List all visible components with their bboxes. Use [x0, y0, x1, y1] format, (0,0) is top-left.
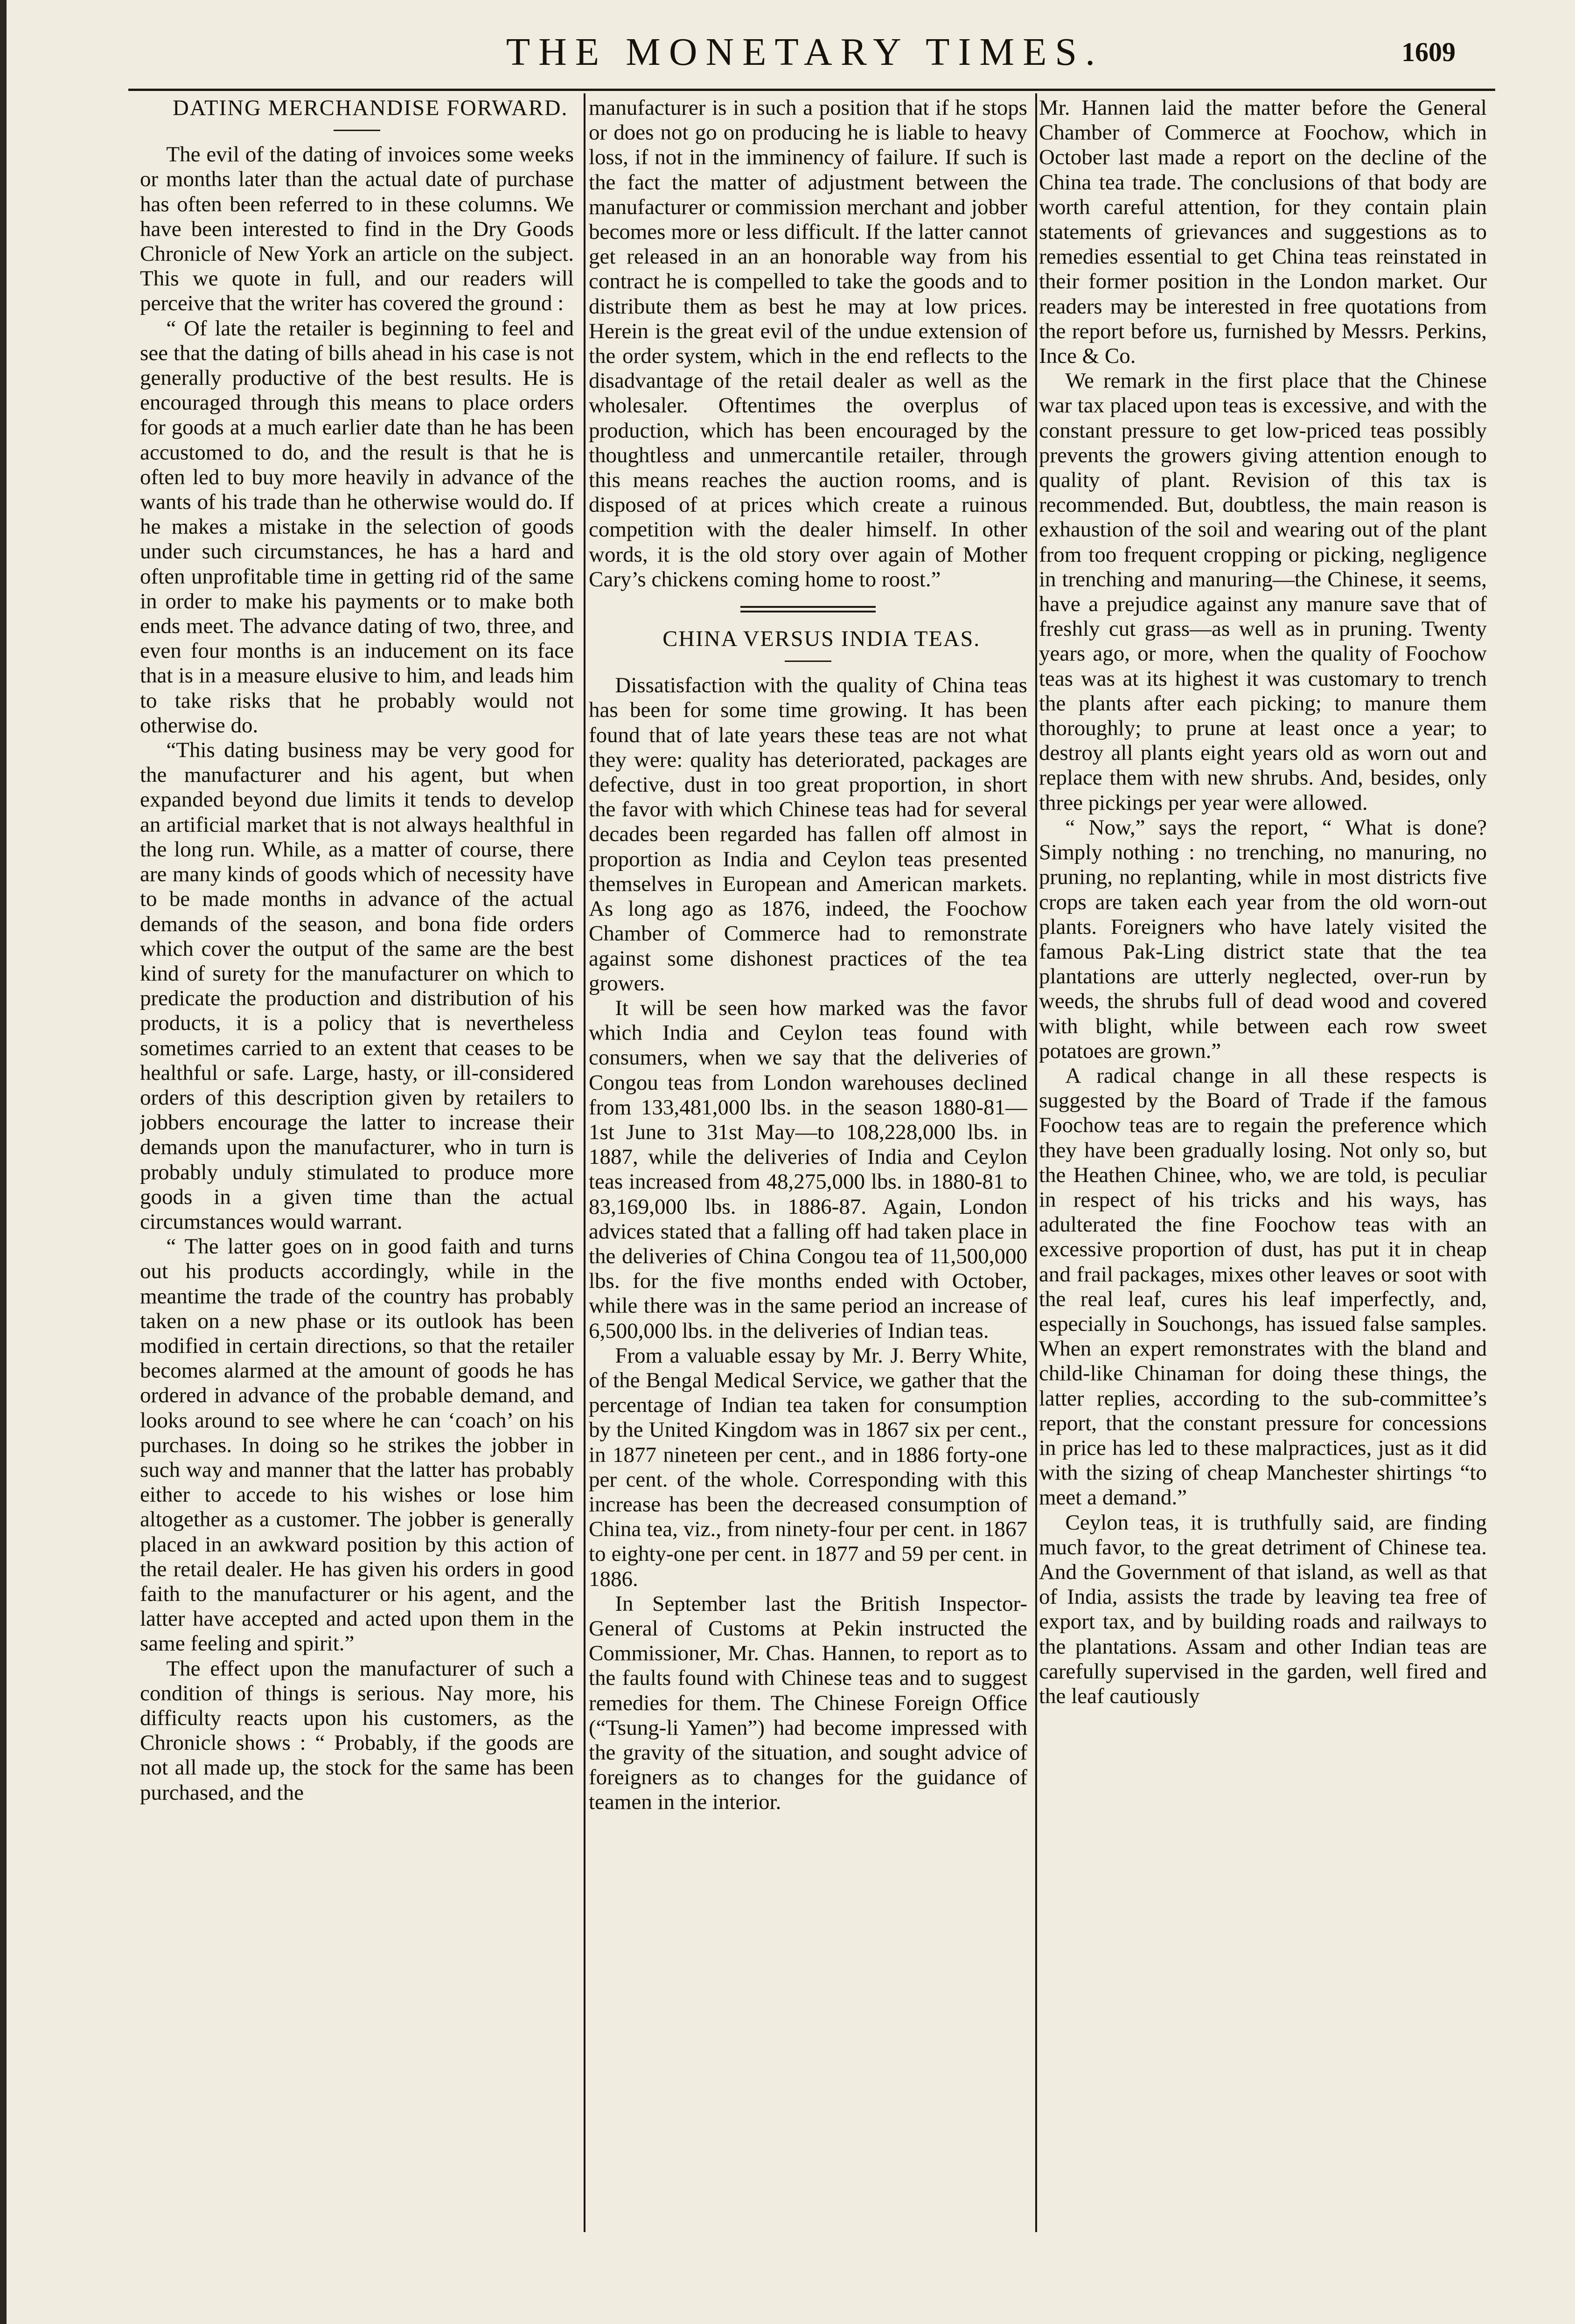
paragraph: A radical change in all these respects is suggested by the Board of Trade if the famous Foochow teas are to regain the preference which they have been gradually losing. Not only so, but the Heathen Chinee, who, we are told, is peculiar in respect of his tricks and his ways, has adulterated the fine Foochow teas with an excessive proportion of dust, has put it in cheap and frail packages, mixes other leaves or soot with the real leaf, cures his leaf imperfectly, and, especially in Souchongs, has issued false samples. When an expert remonstrates with the bland and child-like Chinaman for doing these things, the latter replies, according to the sub-committee’s report, that the constant pressure for concessions in price has led to these malpractices, just as it did with the sizing of cheap Manchester shirtings “to meet a demand.”	[1039, 1063, 1487, 1510]
page-number: 1609	[1401, 37, 1456, 67]
page-edge	[0, 0, 7, 2324]
column-2	[589, 96, 1027, 2232]
column-3	[1039, 96, 1487, 2232]
paragraph: In September last the British Inspector-General of Customs at Pekin instructed the Commissioner, Mr. Chas. Hannen, to report as to the faults found with Chinese teas and to suggest remedies for them. The Chinese Foreign Office (“Tsung-li Yamen”) had become impressed with the gravity of the situation, and sought advice of foreigners as to changes for the guidance of teamen in the interior.	[589, 1591, 1027, 1815]
article-separator	[740, 606, 876, 612]
article-heading-china-tea: CHINA VERSUS INDIA TEAS.	[662, 626, 981, 652]
article-heading-dating: DATING MERCHANDISE FORWARD.	[173, 96, 568, 120]
paragraph: The evil of the dating of invoices some weeks or months later than the actual date of purchase has often been referred to in these columns. We have been interested to find in the Dry Goods Chronicle of New York an article on the subject. This we quote in full, and our readers will perceive that the writer has covered the ground :	[140, 142, 574, 316]
masthead-title: THE MONETARY TIMES.	[506, 30, 1104, 74]
paragraph: Mr. Hannen laid the matter before the General Chamber of Commerce at Foochow, which in October last made a report on the decline of the China tea trade. The conclusions of that body are worth careful attention, for they contain plain statements of grievances and suggestions as to remedies essential to get China teas reinstated in their former position in the London market. Our readers may be interested in free quotations from the report before us, furnished by Messrs. Perkins, Ince & Co.	[1039, 96, 1487, 369]
masthead	[154, 24, 1456, 80]
paragraph: Ceylon teas, it is truthfully said, are finding much favor, to the great detriment of Chinese tea. And the Government of that island, as well as that of India, assists the trade by leaving tea free of export tax, and by building roads and railways to the plantations. Assam and other Indian teas are carefully supervised in the garden, well fired and the leaf cautiously	[1039, 1510, 1487, 1708]
paragraph: The effect upon the manufacturer of such a condition of things is serious. Nay more, his difficulty reacts upon his customers, as the Chronicle shows : “ Probably, if the goods are not all made up, the stock for the same has been purchased, and the	[140, 1656, 574, 1805]
heading-rule	[785, 661, 831, 662]
paragraph: From a valuable essay by Mr. J. Berry White, of the Bengal Medical Service, we gather that the percentage of Indian tea taken for consumption by the United Kingdom was in 1867 six per cent., in 1877 nineteen per cent., and in 1886 forty-one per cent. of the whole. Corresponding with this increase has been the decreased consumption of China tea, viz., from ninety-four per cent. in 1867 to eighty-one per cent. in 1877 and 59 per cent. in 1886.	[589, 1343, 1027, 1591]
paragraph: “ Of late the retailer is beginning to feel and see that the dating of bills ahead in his case is not generally productive of the best results. He is encouraged through this means to place orders for goods at a much earlier date than he has been accustomed to do, and the result is that he is often led to buy more heavily in advance of the wants of his trade than he otherwise would do. If he makes a mistake in the selection of goods under such circumstances, he has a hard and often unprofitable time in getting rid of the same in order to make his payments or to make both ends meet. The advance dating of two, three, and even four months is an inducement on its face that is in a measure elusive to him, and leads him to take risks that he probably would not otherwise do.	[140, 316, 574, 738]
column-1	[140, 96, 574, 2232]
masthead-rule	[128, 89, 1495, 91]
column-divider	[584, 93, 585, 2232]
paragraph: It will be seen how marked was the favor which India and Ceylon teas found with consumers, when we say that the deliveries of Congou teas from London warehouses declined from 133,481,000 lbs. in the season 1880-81—1st June to 31st May—to 108,228,000 lbs. in 1887, while the deliveries of India and Ceylon teas increased from 48,275,000 lbs. in 1880-81 to 83,169,000 lbs. in 1886-87. Again, London advices stated that a falling off had taken place in the deliveries of China Congou tea of 11,500,000 lbs. for the five months ended with October, while there was in the same period an increase of 6,500,000 lbs. in the deliveries of Indian teas.	[589, 995, 1027, 1343]
paragraph-continued: manufacturer is in such a position that if he stops or does not go on producing he is liable to heavy loss, if not in the imminency of failure. If such is the fact the matter of adjustment between the manufacturer or commission merchant and jobber becomes more or less difficult. If the latter cannot get released in an an honorable way from his contract he is compelled to take the goods and to distribute them as best he may at low prices. Herein is the great evil of the undue extension of the order system, which in the end reflects to the disadvantage of the retail dealer as well as the wholesaler. Oftentimes the overplus of production, which has been encouraged by the thoughtless and unmercantile retailer, through this means reaches the auction rooms, and is disposed of at prices which create a ruinous competition with the dealer himself. In other words, it is the old story over again of Mother Cary’s chickens coming home to roost.”	[589, 96, 1027, 591]
paragraph: Dissatisfaction with the quality of China teas has been for some time growing. It has been found that of late years these teas are not what they were: quality has deteriorated, packages are defective, dust in too great proportion, in short the favor with which Chinese teas had for several decades been regarded has fallen off almost in proportion as India and Ceylon teas presented themselves in European and American markets. As long ago as 1876, indeed, the Foochow Chamber of Commerce had to remonstrate against some dishonest practices of the tea growers.	[589, 673, 1027, 995]
heading-rule	[334, 130, 380, 131]
column-divider	[1035, 93, 1037, 2232]
paragraph: “ The latter goes on in good faith and turns out his products accordingly, while in the meantime the trade of the country has probably taken on a new phase or its outlook has been modified in certain directions, so that the retailer becomes alarmed at the amount of goods he has ordered in advance of the probable demand, and looks around to see where he can ‘coach’ on his purchases. In doing so he strikes the jobber in such way and manner that the latter has probably either to accede to his wishes or lose him altogether as a customer. The jobber is generally placed in an awkward position by this action of the retail dealer. He has given his orders in good faith to the manufacturer or his agent, and the latter have accepted and acted upon them in the same feeling and spirit.”	[140, 1234, 574, 1656]
paragraph: “ Now,” says the report, “ What is done? Simply nothing : no trenching, no manuring, no pruning, no replanting, while in most districts five crops are taken each year from the old worn-out plants. Foreigners who have lately visited the famous Pak-Ling district state that the tea plantations are utterly neglected, over-run by weeds, the shrubs full of dead wood and covered with blight, while between each row sweet potatoes are grown.”	[1039, 815, 1487, 1063]
paragraph: “This dating business may be very good for the manufacturer and his agent, but when expanded beyond due limits it tends to develop an artificial market that is not always healthful in the long run. While, as a matter of course, there are many kinds of goods which of necessity have to be made months in advance of the actual demands of the season, and bona fide orders which cover the output of the same are the best kind of surety for the manufacturer on which to predicate the production and distribution of his products, it is a policy that is nevertheless sometimes carried to an extent that ceases to be healthful or safe. Large, hasty, or ill-considered orders of this description given by retailers to jobbers encourage the latter to increase their demands upon the manufacturer, who in turn is probably unduly stimulated to produce more goods in a given time than the actual circumstances would warrant.	[140, 738, 574, 1234]
paragraph: We remark in the first place that the Chinese war tax placed upon teas is excessive, and with the constant pressure to get low-priced teas possibly prevents the growers giving attention enough to quality of plant. Revision of this tax is recommended. But, doubtless, the main reason is exhaustion of the soil and wearing out of the plant from too frequent cropping or picking, negligence in trenching and manuring—the Chinese, it seems, have a prejudice against any manure save that of freshly cut grass—as well as in pruning. Twenty years ago, or more, when the quality of Foochow teas was at its highest it was customary to trench the plants after each picking; to manure them thoroughly; to prune at least once a year; to destroy all plants eight years old as worn out and replace them with new shrubs. And, besides, only three pickings per year were allowed.	[1039, 369, 1487, 815]
